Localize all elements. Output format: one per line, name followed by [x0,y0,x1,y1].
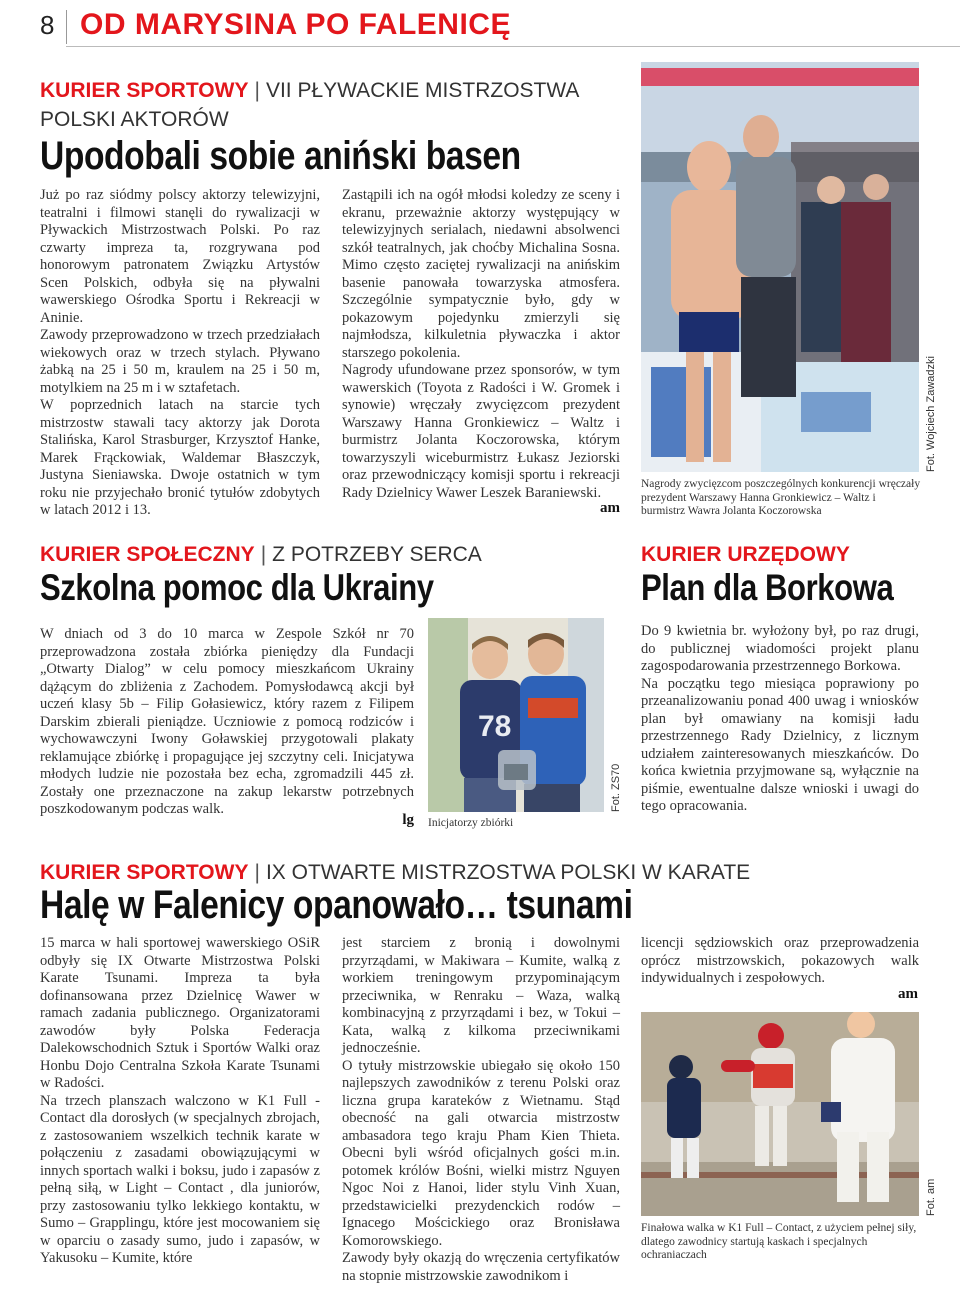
article4-column-3 [641,935,919,988]
swimming-podium-photo [641,62,919,472]
header-rule [66,46,960,47]
article2-paragraph: W dniach od 3 do 10 marca w Zespole Szkół nr 70 przeprowadzona została zbiórka pieniędzy dla Fundacji „Otwarty Dialog” w celu pomocy mieszkańcom Ukrainy dążącym do zbliżenia z Zachodem. Pomysłodawcą akcji był uczeń klasy 5b – Filip Gołasiewicz, który razem z Filipem Darskim zbierali pieniądze. Uczniowie z pomocą rodziców i wychowawczyni Iwony Goławskiej przygotowali plakaty reklamujące zbiórkę i propagujące jej szczytny celi. Inicjatywa młodych ludzie nie pozostała bez echa, zgromadzili 445 zł. Zostały one przeznaczone na zakup lekarstw potrzebnych poszkodowanym podczas walk. [40,626,414,817]
article4-paragraph: Zawody były okazją do wręczenia certyfikatów na stopnie mistrzowskie zawodnikom i [342,1250,620,1284]
article1-paragraph: Zastąpili ich na ogół młodsi koledzy ze sceny i ekranu, przeważnie aktorzy występujący w telewizyjnych serialach, niedawni absolwenci szkół teatralnych, jak choćby Michalina Sosna. Mimo często zaciętej rywalizacji na anińskim basenie panowała towarzyska atmosfera. Szczególnie sympatycznie było, gdy w pokazowym pojedynku zmierzyli się najmłodsza, kilkuletnia pływaczka i aktor starszego pokolenia. [342,187,620,361]
article1-paragraph: Już po raz siódmy polscy aktorzy telewizyjni, teatralni i filmowi stanęli do rywalizacji w Pływackich Mistrzostwach Polski. Po raz czwarty impreza ta, rozgrywana pod honorowym patronatem Związku Artystów Scen Polskich, odbyła się na pływalni wawerskiego Ośrodka Sportu i Rekreacji w Aninie. [40,187,320,326]
article4-paragraph: licencji sędziowskich oraz przeprowadzenia oprócz mistrzowskich, pokazowych walk indywidualnych i zespołowych. [641,935,919,986]
article1-headline: Upodobali sobie aniński basen [40,134,521,178]
article4-paragraph: jest starciem z bronią i dowolnymi przyrządami, w Makiwara – Kumite, walką z workiem treningowym przypominającym przeciwnika, w Renraku – Waza, walką kombinacyjną z przyrządami i bez, w Tokui – Kata, walką z kilkoma przeciwnikami jednocześnie. [342,935,620,1056]
svg-text:78: 78 [478,710,512,743]
article3-kicker-category: KURIER URZĘDOWY [641,543,850,566]
article1-paragraph: Zawody przeprowadzono w trzech przedziałach wiekowych oraz w trzech stylach. Pływano żabką na 25 i 50 m, kraulem na 25 i 50 m, motylkiem na 25 m i w sztafetach. [40,327,320,396]
article1-photo-caption: Nagrody zwycięzcom poszczególnych konkurencji wręczały prezydent Warszawy Hanna Gronkiewicz – Waltz i burmistrz Wawra Jolanta Koczorowska [641,478,921,517]
article4-paragraph: 15 marca w hali sportowej wawerskiego OSiR odbyły się IX Otwarte Mistrzostwa Polski Karate Tsunami. Impreza ta była dofinansowana przez Dzielnicę Wawer w ramach zadania publicznego. Organizatorami zawodów były Polska Federacja Dalekowschodnich Sztuk i Sportów Walki oraz Honbu Dojo Centralna Szkoła Karate Tsunami w Radości. [40,935,320,1091]
article1-paragraph: Nagrody ufundowane przez sponsorów, w tym wawerskich (Toyota z Radości i W. Gromek i synowie) wręczały zwycięzcom prezydent Warszawy Hanna Gronkiewicz – Waltz i burmistrz Jolanta Koczorowska, którym towarzyszyli wiceburmistrz Łukasz Jeziorski oraz przewodniczący komisji sportu i rekreacji Rady Dzielnicy Wawer Leszek Baraniewski. [342,362,620,501]
article2-kicker-topic: Z POTRZEBY SERCA [272,543,482,566]
article3-headline: Plan dla Borkowa [641,567,894,608]
article4-column-2 [342,935,620,1285]
article2-headline: Szkolna pomoc dla Ukrainy [40,567,434,608]
header-divider [66,10,67,44]
article3-kicker [641,540,931,569]
section-title: OD MARYSINA PO FALENICĘ [80,8,511,41]
article1-kicker-topic-line2: POLSKI AKTORÓW [40,108,229,131]
article3-body [641,623,919,816]
article4-paragraph: Na trzech planszach walczono w K1 Full - Contact dla dorosłych (w specjalnych zbrojach, z zastosowaniem wszelkich technik karate w połączeniu z zasadami obowiązującymi w innych sportach walki i boksu, judo i zapasów z pełną siłą, w Light – Contact , dla juniorów, przy zastosowaniu tylko lekkiego kontaktu, w Sumo – Grapplingu, które jest mocowaniem się w oparciu o zasady sumo, judo i zapasów, w Yakusoku – Kumite, które [40,1092,320,1266]
article1-paragraph: W poprzednich latach na starcie tych mistrzostw stawali tacy aktorzy jak Dorota Stalińska, Karol Strasburger, Krzysztof Hanke, Marek Frąckowiak, Waldemar Błaszczyk, Justyna Sieniawska. Dwoje ostatnich w tym roku nie przyjechało bronić tytułów zdobytych w latach 2012 i 13. [40,397,320,518]
students-collection-photo [428,618,604,812]
article4-headline: Halę w Falenicy opanowało… tsunami [40,883,633,927]
article4-signature: am [898,986,918,1002]
article1-kicker: KURIER SPORTOWY | VII PŁYWACKIE MISTRZOSTWA POLSKI AKTORÓW [40,79,580,131]
article1-column-1 [40,187,320,520]
article1-column-2 [342,187,620,502]
article4-photo-caption: Finałowa walka w K1 Full – Contact, z użyciem pełnej siły, dlatego zawodnicy startują kaskach i specjalnych ochraniaczach [641,1222,917,1261]
article2-signature: lg [402,812,414,828]
article3-paragraph: Do 9 kwietnia br. wyłożony był, po raz drugi, do publicznej wiadomości projekt planu zagospodarowania przestrzennego Borkowa. [641,623,919,674]
article4-photo-credit: Fot. am [925,1178,937,1216]
article4-column-1 [40,935,320,1268]
article2-photo-credit: Fot. ZS70 [610,763,622,812]
page-number: 8 [40,10,55,40]
article4-paragraph: O tytuły mistrzowskie ubiegało się około 150 najlepszych zawodników z terenu Polski oraz liczna grupa karateków z Wietnamu. Stąd obecność na gali otwarcia mistrzostw ambasadora tego kraju Pham Kien Thieta. Obecni byli wśród oficjalnych gości m.in. potomek królów Bośni, wielki mistrz Nguyen Ngoc Noi z Hanoi, lider stylu Vinh Xuan, przedstawicielki prezydenckich rodów – Ignacego Mościckiego oraz Bronisława Komorowskiego. [342,1057,620,1249]
article1-kicker-topic-line1: VII PŁYWACKIE MISTRZOSTWA [265,79,580,102]
article1-photo-credit: Fot. Wojciech Zawadzki [925,356,937,472]
article4-kicker: KURIER SPORTOWY | IX OTWARTE MISTRZOSTWA POLSKI W KARATE [40,861,751,884]
article4-kicker-category: KURIER SPORTOWY [40,861,249,884]
karate-fight-photo [641,1012,919,1216]
article2-body [40,626,414,819]
article2-photo-caption: Inicjatorzy zbiórki [428,817,514,829]
article1-signature: am [600,500,620,516]
article4-kicker-topic: IX OTWARTE MISTRZOSTWA POLSKI W KARATE [265,861,751,884]
article2-kicker: KURIER SPOŁECZNY | Z POTRZEBY SERCA [40,543,482,566]
article1-kicker-category: KURIER SPORTOWY [40,79,249,102]
article3-paragraph: Na początku tego miesiąca poprawiony po przeanalizowaniu ponad 400 uwag i wniosków plan był omawiany na komisji ładu przestrzennego Rady Dzielnicy, z licznym udziałem zainteresowanych mieszkańców. Do końca kwietnia przyjmowane są, wyłącznie na piśmie, ewentualne dalsze wnioski i uwagi do tego opracowania. [641,675,919,814]
article2-kicker-category: KURIER SPOŁECZNY [40,543,255,566]
